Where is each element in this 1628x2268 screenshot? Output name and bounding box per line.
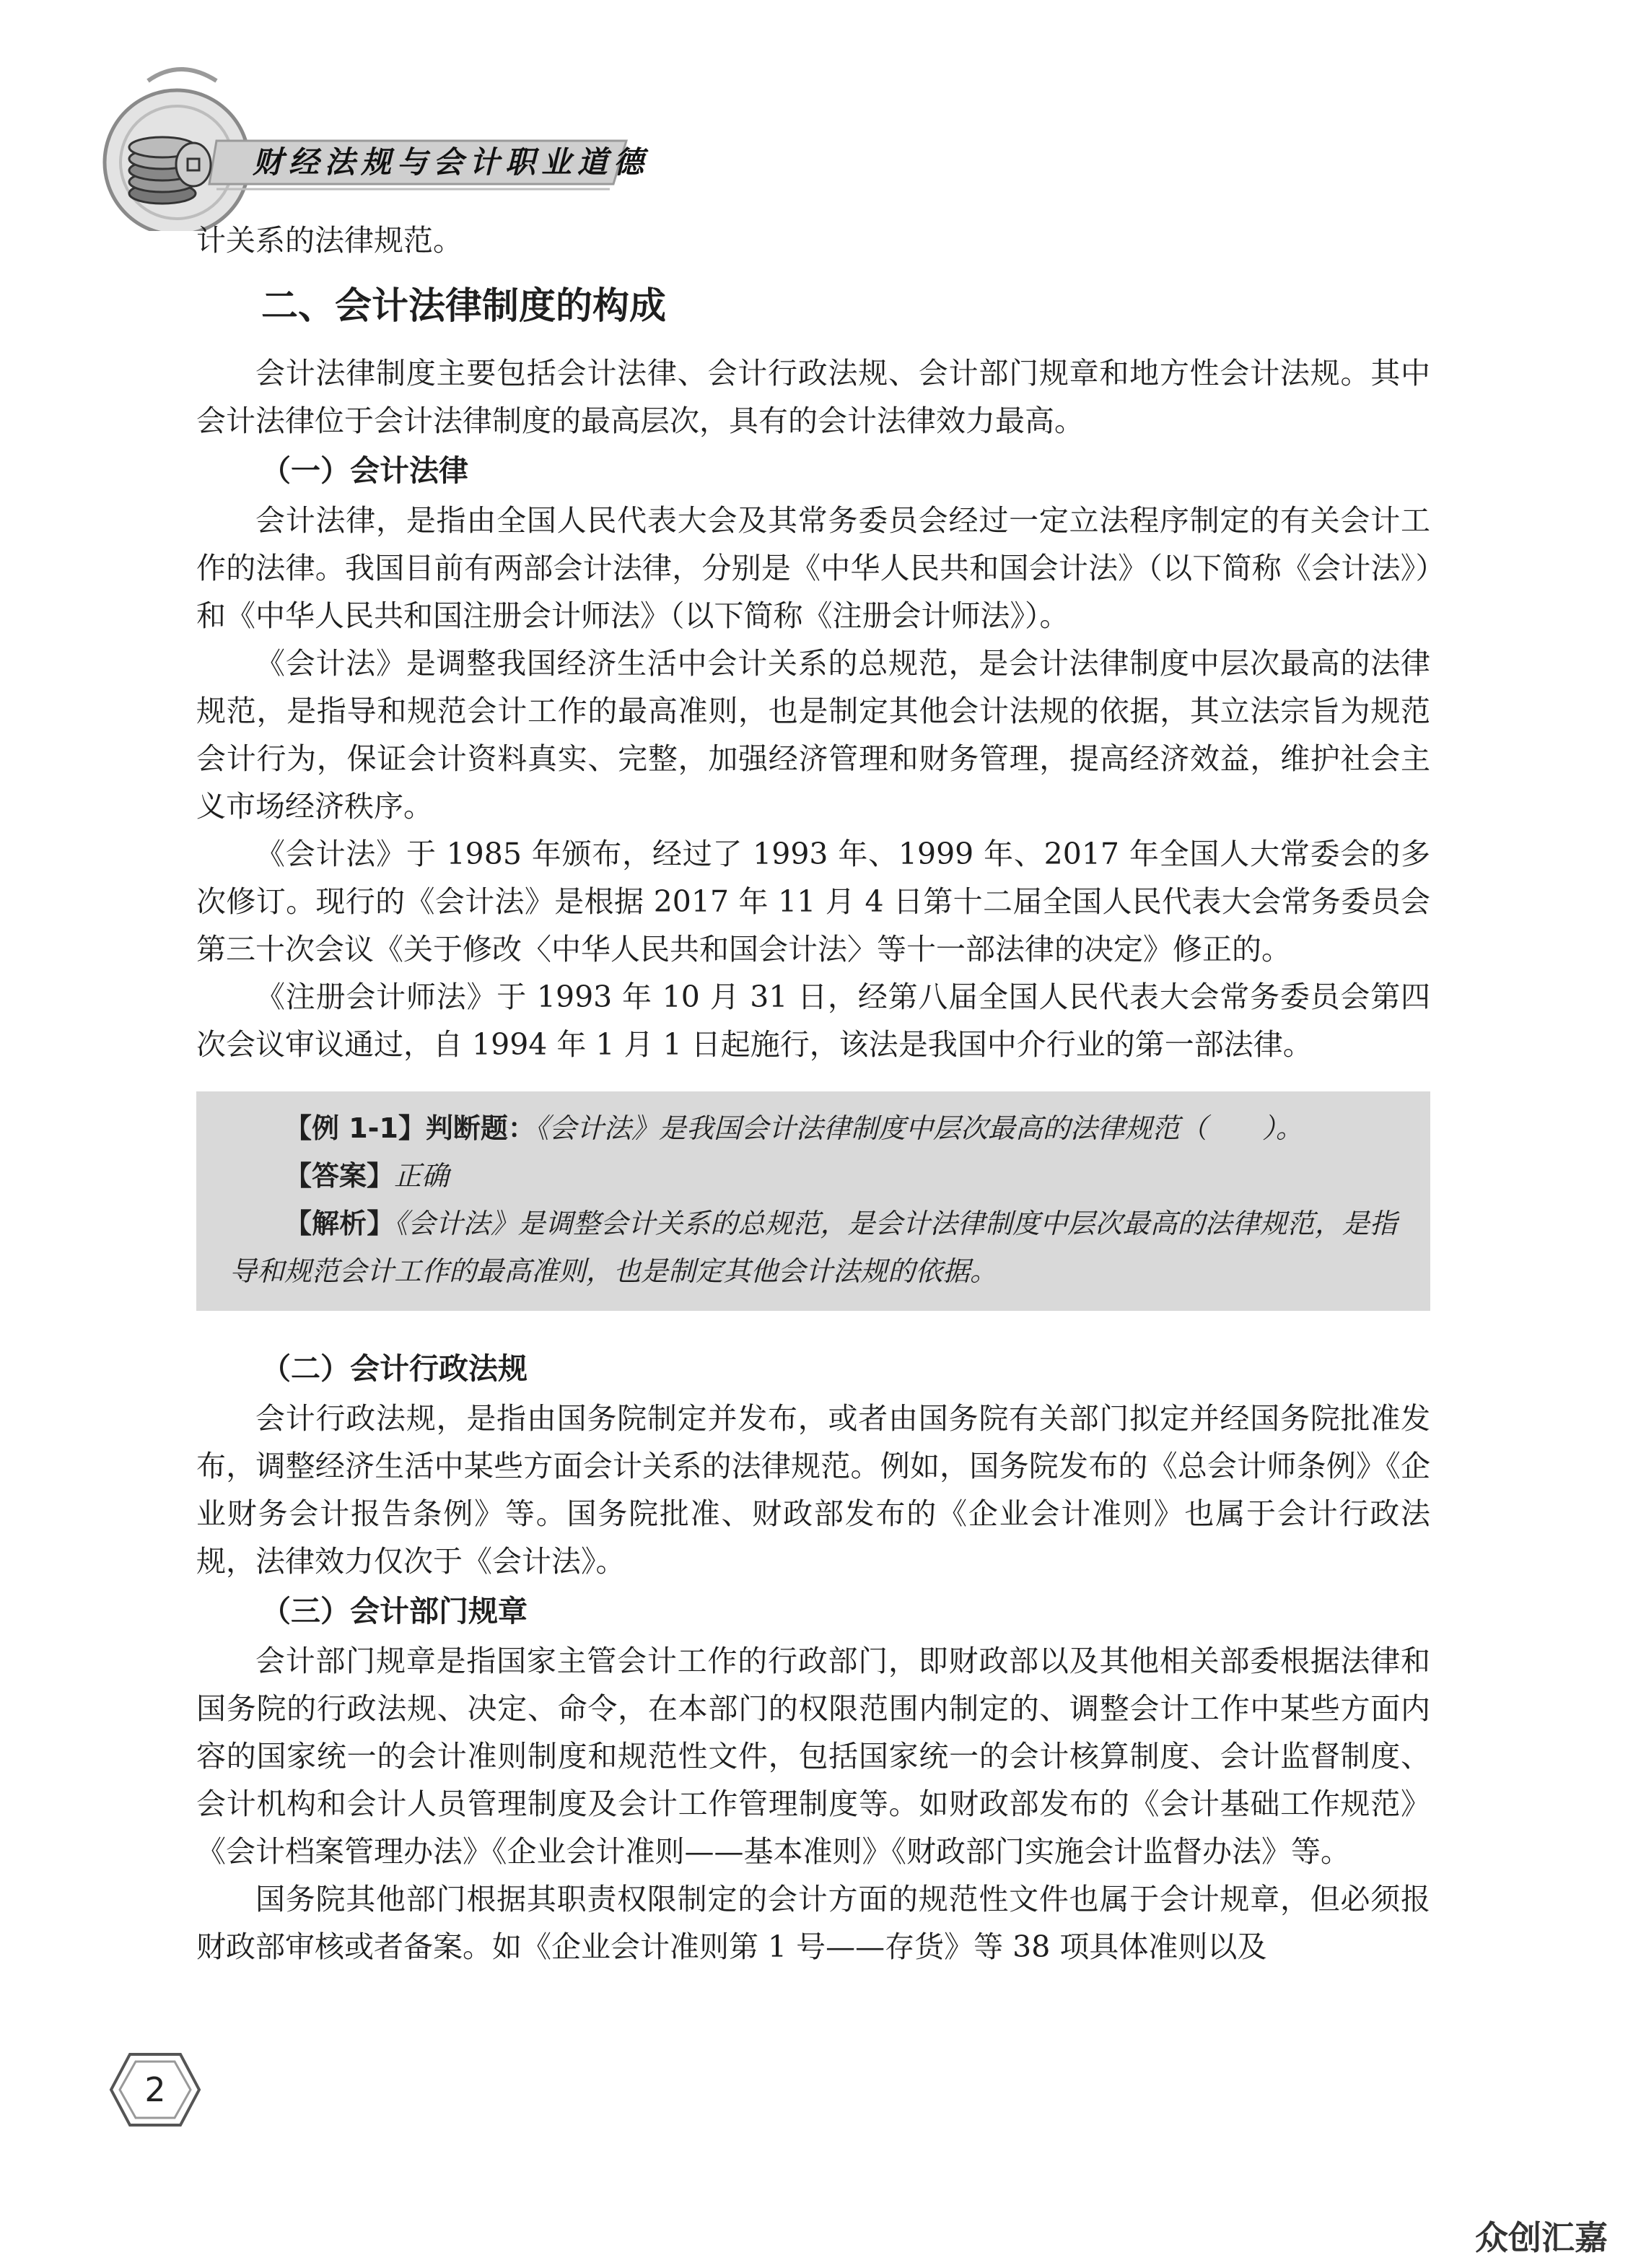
subsection-heading-administrative-regulations: （二）会计行政法规 [261, 1351, 528, 1386]
example-box [196, 1091, 1430, 1311]
paragraph-departmental-rules: 会计部门规章是指国家主管会计工作的行政部门，即财政部以及其他相关部委根据法律和国务院的行政法规、决定、命令，在本部门的权限范围内制定的、调整会计工作中某些方面内容的国家统一的会计准则制度和规范性文件，包括国家统一的会计核算制度、会计监督制度、会计机构和会计人员管理制度及会计工作管理制度等。如财政部发布的《会计基础工作规范》《会计档案管理办法》《企业会计准则——基本准则》《财政部门实施会计监督办法》等。 [196, 1644, 1430, 1869]
paragraph-continuation: 计关系的法律规范。 [196, 223, 463, 258]
paragraph-accounting-law-definition: 会计法律，是指由全国人民代表大会及其常务委员会经过一定立法程序制定的有关会计工作的法律。我国目前有两部会计法律，分别是《中华人民共和国会计法》（以下简称《会计法》）和《中华人民共和国注册会计师法》（以下简称《注册会计师法》）。 [196, 503, 1430, 633]
example-explanation-text: 《会计法》是调整会计关系的总规范，是会计法律制度中层次最高的法律规范，是指导和规范会计工作的最高准则，也是制定其他会计法规的依据。 [229, 1208, 1397, 1287]
example-answer-tag: 【答案】 [284, 1160, 395, 1192]
page-number: 2 [144, 2070, 166, 2109]
example-question-tag: 【例 1-1】判断题： [284, 1112, 535, 1144]
subsection-heading-accounting-law: （一）会计法律 [261, 453, 468, 488]
example-answer-text: 正确 [394, 1160, 450, 1192]
paragraph-accounting-law-history: 《会计法》于 1985 年颁布，经过了 1993 年、1999 年、2017 年全国人大常委会的多次修订。现行的《会计法》是根据 2017 年 11 月 4 日第十二届全国人民代表大会常务委员会第三十次会议《关于修改〈中华人民共和国会计法〉等十一部法律的决定》修正的。 [196, 837, 1430, 967]
example-explanation-tag: 【解析】 [284, 1208, 395, 1239]
paragraph-other-departments: 国务院其他部门根据其职责权限制定的会计方面的规范性文件也属于会计规章，但必须报财政部审核或者备案。如《企业会计准则第 1 号——存货》等 38 项具体准则以及 [196, 1882, 1430, 1964]
watermark-logo: 众创汇嘉 [1475, 2218, 1608, 2257]
paragraph-composition: 会计法律制度主要包括会计法律、会计行政法规、会计部门规章和地方性会计法规。其中会计法律位于会计法律制度的最高层次，具有的会计法律效力最高。 [196, 356, 1430, 438]
page-number-badge [108, 2050, 202, 2129]
example-question [229, 1104, 1397, 1152]
section-heading: 二、会计法律制度的构成 [261, 285, 667, 328]
header-banner-graphic [0, 0, 649, 231]
paragraph-accounting-law-role: 《会计法》是调整我国经济生活中会计关系的总规范，是会计法律制度中层次最高的法律规范，是指导和规范会计工作的最高准则，也是制定其他会计法规的依据，其立法宗旨为规范会计行为，保证会计资料真实、完整，加强经济管理和财务管理，提高经济效益，维护社会主义市场经济秩序。 [196, 646, 1430, 824]
header-book-title: 财经法规与会计职业道德 [253, 144, 650, 180]
subsection-heading-departmental-rules: （三）会计部门规章 [261, 1594, 528, 1628]
page-header [0, 0, 1628, 231]
example-explanation [229, 1200, 1397, 1295]
paragraph-cpa-law: 《注册会计师法》于 1993 年 10 月 31 日，经第八届全国人民代表大会常务委员会第四次会议审议通过，自 1994 年 1 月 1 日起施行，该法是我国中介行业的第一部法律。 [196, 980, 1430, 1062]
paragraph-administrative-regulations: 会计行政法规，是指由国务院制定并发布，或者由国务院有关部门拟定并经国务院批准发布，调整经济生活中某些方面会计关系的法律规范。例如，国务院发布的《总会计师条例》《企业财务会计报告条例》等。国务院批准、财政部发布的《企业会计准则》也属于会计行政法规，法律效力仅次于《会计法》。 [196, 1401, 1430, 1579]
example-question-text: 《会计法》是我国会计法律制度中层次最高的法律规范（ ）。 [535, 1112, 1303, 1144]
example-answer [229, 1152, 1397, 1200]
page-content [196, 217, 1430, 1971]
